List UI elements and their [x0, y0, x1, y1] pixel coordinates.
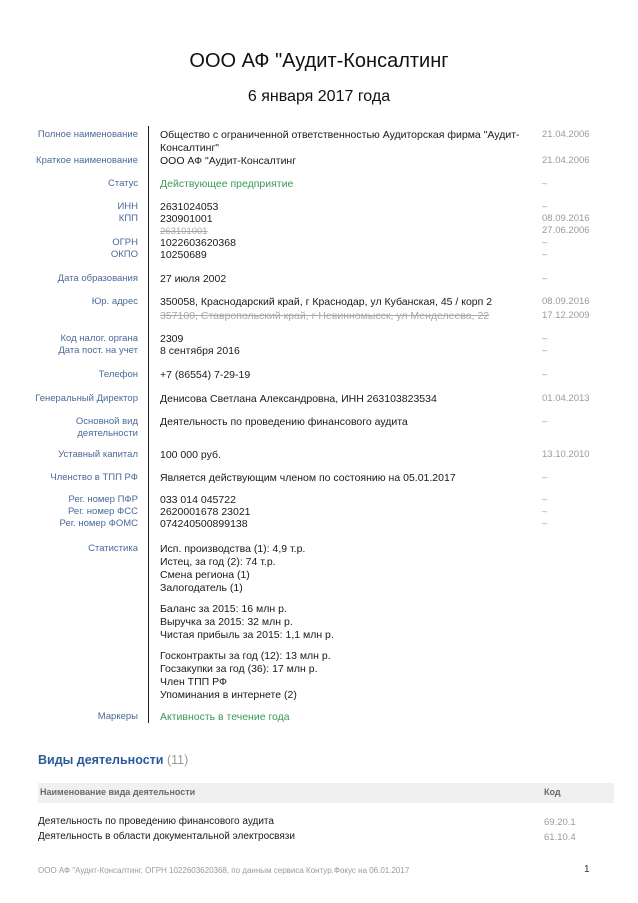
value-director: Денисова Светлана Александровна, ИНН 263103823534: [160, 393, 437, 405]
stat-line: Госконтракты за год (12): 13 млн р.: [160, 650, 331, 662]
date-pfr: –: [542, 494, 548, 505]
value-kpp-old: 263101001: [160, 226, 208, 237]
stat-line: Исп. производства (1): 4,9 т.р.: [160, 543, 306, 555]
label-short-name: Краткое наименование: [36, 155, 138, 166]
value-foms: 074240500899138: [160, 518, 248, 530]
label-tpp: Членство в ТПП РФ: [50, 472, 138, 483]
date-full-name: 21.04.2006: [542, 129, 590, 140]
value-tpp: Является действующим членом по состоянию на 05.01.2017: [160, 472, 456, 484]
date-tpp: –: [542, 472, 548, 483]
stat-line: Истец, за год (2): 74 т.р.: [160, 556, 276, 568]
stat-line: Залогодатель (1): [160, 582, 243, 594]
date-inn: –: [542, 201, 548, 212]
value-short-name: ООО АФ "Аудит-Консалтинг: [160, 155, 297, 167]
activity-name: Деятельность по проведению финансового аудита: [38, 816, 274, 827]
date-short-name: 21.04.2006: [542, 155, 590, 166]
label-tax-code: Код налог. органа: [60, 333, 138, 344]
activities-title-text: Виды деятельности: [38, 753, 164, 767]
column-header-code: Код: [544, 787, 561, 797]
stat-line: Чистая прибыль за 2015: 1,1 млн р.: [160, 629, 334, 641]
stat-line: Выручка за 2015: 32 млн р.: [160, 616, 293, 628]
value-main-activity: Деятельность по проведению финансового аудита: [160, 416, 408, 428]
date-tax-code: –: [542, 333, 548, 344]
value-inn: 2631024053: [160, 201, 219, 213]
label-formed: Дата образования: [57, 273, 138, 284]
page-footer: ООО АФ "Аудит-Консалтинг, ОГРН 1022603620368, по данным сервиса Контур.Фокус на 06.01.2017: [38, 866, 410, 875]
date-okpo: –: [542, 249, 548, 260]
value-tax-date: 8 сентября 2016: [160, 345, 240, 357]
date-foms: –: [542, 518, 548, 529]
label-full-name: Полное наименование: [37, 129, 138, 140]
label-main-activity-line2: деятельности: [77, 428, 138, 439]
label-inn: ИНН: [117, 201, 138, 212]
label-status: Статус: [107, 178, 138, 189]
label-director: Генеральный Директор: [35, 393, 138, 404]
stat-line: Баланс за 2015: 16 млн р.: [160, 603, 287, 615]
column-header-name: Наименование вида деятельности: [40, 787, 196, 797]
date-status: –: [542, 178, 548, 189]
label-ogrn: ОГРН: [112, 237, 138, 248]
value-ogrn: 1022603620368: [160, 237, 236, 249]
label-capital: Уставный капитал: [58, 449, 138, 460]
date-director: 01.04.2013: [542, 393, 590, 404]
value-phone: +7 (86554) 7-29-19: [160, 369, 251, 381]
divider-line: [148, 126, 149, 723]
date-kpp: 08.09.2016: [542, 213, 590, 224]
stat-line: Член ТПП РФ: [160, 676, 227, 688]
stat-line: Упоминания в интернете (2): [160, 689, 297, 701]
value-fss: 2620001678 23021: [160, 506, 251, 518]
date-formed: –: [542, 273, 548, 284]
label-foms: Рег. номер ФОМС: [59, 518, 138, 529]
label-pfr: Рег. номер ПФР: [68, 494, 138, 505]
label-markers: Маркеры: [97, 711, 138, 722]
value-address: 350058, Краснодарский край, г Краснодар, ул Кубанская, 45 / корп 2: [160, 296, 493, 308]
label-kpp: КПП: [118, 213, 138, 224]
value-okpo: 10250689: [160, 249, 207, 261]
label-address: Юр. адрес: [91, 296, 138, 307]
value-pfr: 033 014 045722: [160, 494, 236, 506]
date-main-activity: –: [542, 416, 548, 427]
stat-line: Смена региона (1): [160, 569, 250, 581]
date-address-old: 17.12.2009: [542, 310, 590, 321]
label-fss: Рег. номер ФСС: [68, 506, 138, 517]
activities-section-title: [38, 753, 188, 767]
stat-line: Госзакупки за год (36): 17 млн р.: [160, 663, 318, 675]
value-markers: Активность в течение года: [160, 711, 290, 723]
report-date: 6 января 2017 года: [247, 88, 391, 105]
date-capital: 13.10.2010: [542, 449, 590, 460]
activities-count: (11): [166, 753, 189, 767]
date-ogrn: –: [542, 237, 548, 248]
value-kpp: 230901001: [160, 213, 213, 225]
label-statistics: Статистика: [88, 543, 138, 554]
date-fss: –: [542, 506, 548, 517]
value-formed: 27 июля 2002: [160, 273, 227, 285]
activity-name: Деятельность в области документальной электросвязи: [38, 831, 295, 842]
activity-code: 69.20.1: [544, 817, 576, 828]
value-address-old: 357100, Ставропольский край, г Невинномысск, ул Менделеева, 22: [160, 310, 490, 322]
date-address: 08.09.2016: [542, 296, 590, 307]
date-kpp-old: 27.06.2006: [542, 225, 590, 236]
activities-table-header: [38, 783, 614, 803]
activity-code: 61.10.4: [544, 832, 576, 843]
value-status: Действующее предприятие: [160, 178, 294, 190]
value-full-name: Общество с ограниченной ответственностью Аудиторская фирма "Аудит-Консалтинг": [160, 129, 520, 154]
value-capital: 100 000 руб.: [160, 449, 221, 461]
label-main-activity-line1: Основной вид: [75, 416, 138, 427]
value-tax-code: 2309: [160, 333, 184, 345]
label-okpo: ОКПО: [110, 249, 138, 260]
company-title: ООО АФ "Аудит-Консалтинг: [189, 50, 449, 72]
date-phone: –: [542, 369, 548, 380]
date-tax-date: –: [542, 345, 548, 356]
label-tax-date: Дата пост. на учет: [58, 345, 138, 356]
page-number: 1: [584, 864, 590, 875]
label-phone: Телефон: [98, 369, 138, 380]
